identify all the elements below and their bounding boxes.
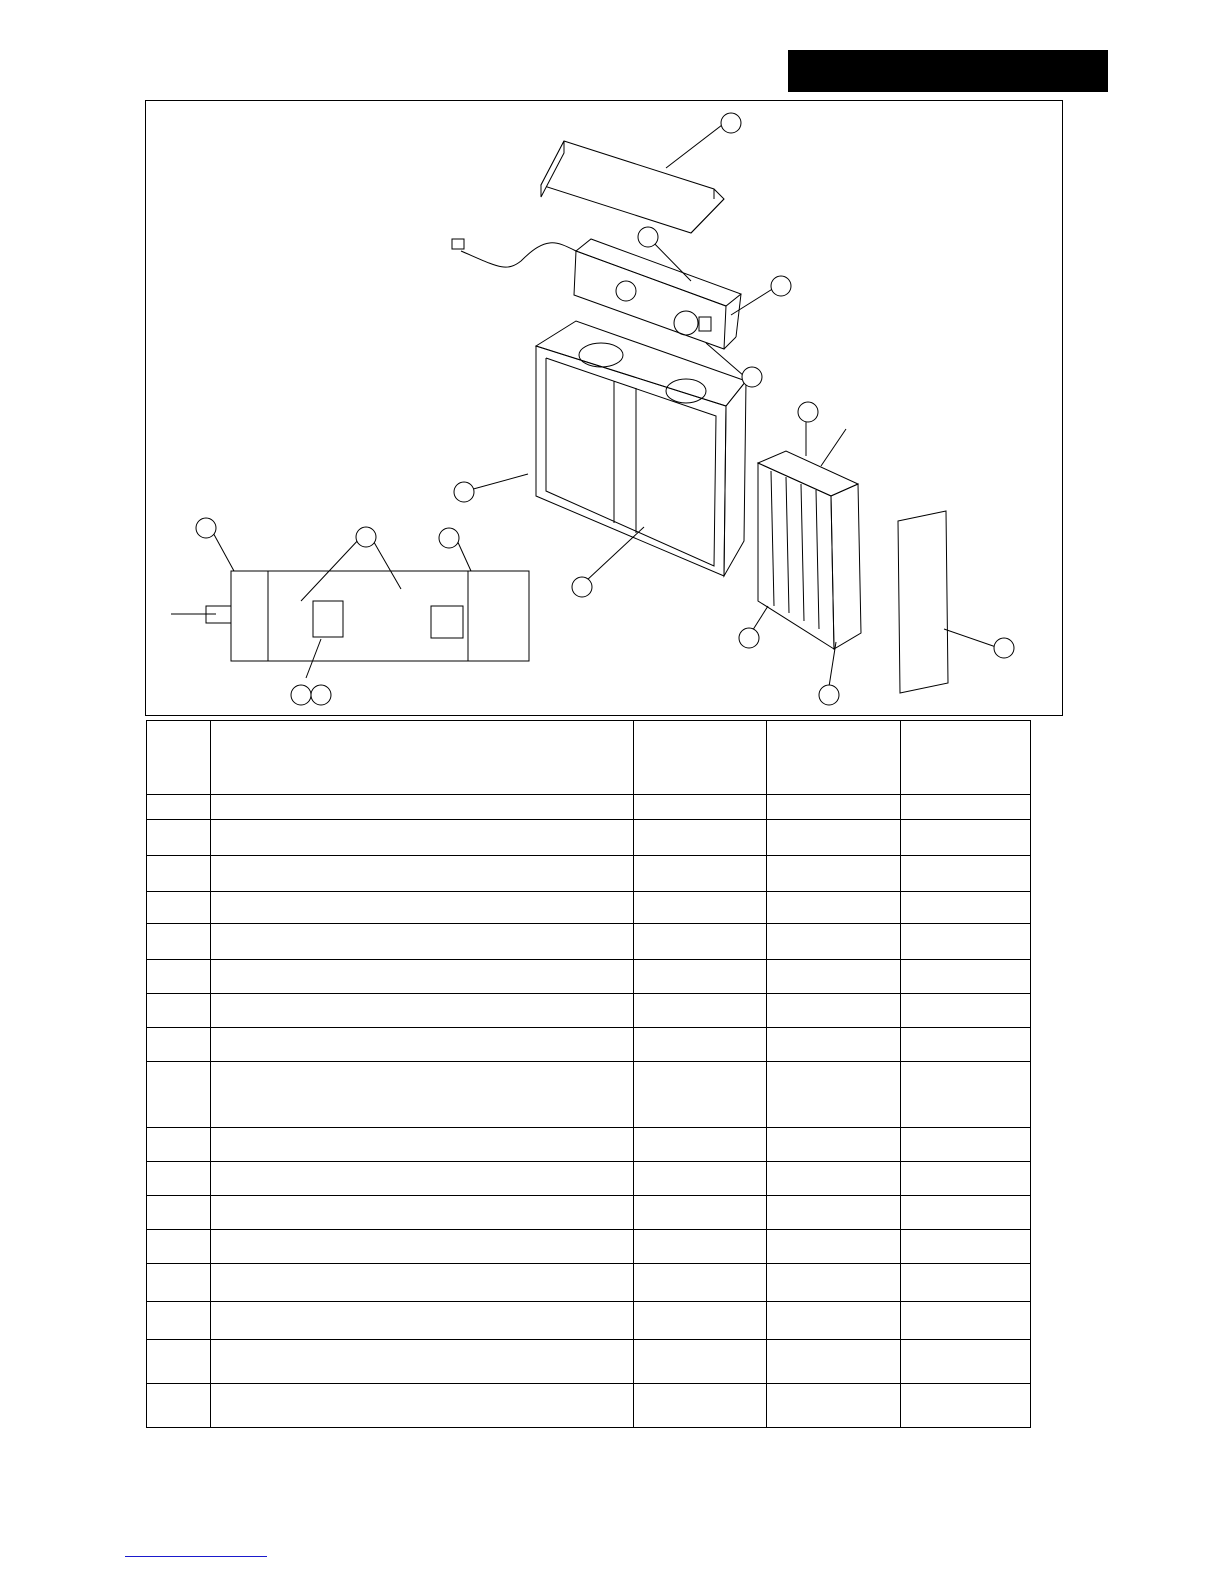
header-black-bar — [788, 50, 1108, 92]
table-cell — [211, 1162, 634, 1196]
exploded-parts-diagram — [145, 100, 1063, 716]
table-cell — [211, 892, 634, 924]
table-cell — [634, 1196, 767, 1230]
table-cell — [211, 1230, 634, 1264]
table-cell — [211, 1264, 634, 1302]
table-header-cell — [211, 721, 634, 795]
table-cell — [147, 1162, 211, 1196]
table-cell — [767, 795, 901, 820]
table-cell — [634, 892, 767, 924]
table-cell — [211, 820, 634, 856]
table-cell — [147, 1230, 211, 1264]
table-cell — [147, 1028, 211, 1062]
table-cell — [211, 1128, 634, 1162]
table-cell — [634, 924, 767, 960]
table-cell — [147, 1196, 211, 1230]
table-cell — [211, 1384, 634, 1428]
table-cell — [147, 994, 211, 1028]
table-header-cell — [147, 721, 211, 795]
table-header-cell — [901, 721, 1031, 795]
table-header-cell — [767, 721, 901, 795]
access-door-part — [898, 511, 948, 693]
table-cell — [767, 1230, 901, 1264]
table-row — [147, 1264, 1031, 1302]
table-cell — [767, 994, 901, 1028]
table-row — [147, 1028, 1031, 1062]
table-cell — [634, 1162, 767, 1196]
table-cell — [901, 1340, 1031, 1384]
table-cell — [767, 820, 901, 856]
table-row — [147, 892, 1031, 924]
table-cell — [211, 994, 634, 1028]
table-cell — [211, 1340, 634, 1384]
table-cell — [901, 1384, 1031, 1428]
table-cell — [901, 856, 1031, 892]
table-header-cell — [634, 721, 767, 795]
table-cell — [634, 1028, 767, 1062]
table-cell — [901, 1230, 1031, 1264]
table-cell — [767, 1196, 901, 1230]
table-cell — [147, 960, 211, 994]
table-cell — [147, 1062, 211, 1128]
table-row — [147, 960, 1031, 994]
table-row — [147, 820, 1031, 856]
table-cell — [634, 1230, 767, 1264]
table-cell — [901, 1264, 1031, 1302]
table-row — [147, 1230, 1031, 1264]
table-row — [147, 1196, 1031, 1230]
table-cell — [901, 1028, 1031, 1062]
table-cell — [634, 1302, 767, 1340]
table-row — [147, 1062, 1031, 1128]
table-row — [147, 1384, 1031, 1428]
table-row — [147, 924, 1031, 960]
table-cell — [901, 1196, 1031, 1230]
table-cell — [634, 1128, 767, 1162]
table-cell — [767, 856, 901, 892]
table-row — [147, 1128, 1031, 1162]
table-cell — [634, 1384, 767, 1428]
table-header-row — [147, 721, 1031, 795]
table-cell — [901, 994, 1031, 1028]
table-cell — [634, 820, 767, 856]
table-cell — [767, 924, 901, 960]
table-row — [147, 1340, 1031, 1384]
table-cell — [147, 820, 211, 856]
table-cell — [767, 1028, 901, 1062]
table-cell — [211, 960, 634, 994]
table-cell — [211, 1302, 634, 1340]
table-cell — [147, 924, 211, 960]
footer-link-underline[interactable] — [125, 1556, 267, 1557]
table-cell — [901, 892, 1031, 924]
table-cell — [901, 960, 1031, 994]
table-cell — [211, 1062, 634, 1128]
control-box-inset — [171, 571, 529, 661]
table-row — [147, 856, 1031, 892]
table-cell — [767, 1264, 901, 1302]
table-cell — [767, 1162, 901, 1196]
table-cell — [147, 1264, 211, 1302]
table-cell — [901, 1302, 1031, 1340]
table-cell — [901, 1128, 1031, 1162]
table-cell — [147, 1302, 211, 1340]
table-cell — [147, 856, 211, 892]
table-cell — [211, 1028, 634, 1062]
table-cell — [147, 1384, 211, 1428]
table-cell — [634, 994, 767, 1028]
table-row — [147, 1162, 1031, 1196]
filter-media-part — [758, 451, 861, 649]
table-cell — [211, 1196, 634, 1230]
parts-list-table — [146, 720, 1031, 1428]
table-cell — [211, 924, 634, 960]
table-cell — [634, 1340, 767, 1384]
table-cell — [147, 1128, 211, 1162]
table-row — [147, 1302, 1031, 1340]
table-cell — [634, 960, 767, 994]
table-cell — [767, 1062, 901, 1128]
table-row — [147, 994, 1031, 1028]
table-cell — [767, 960, 901, 994]
table-cell — [634, 856, 767, 892]
table-row — [147, 795, 1031, 820]
table-cell — [901, 820, 1031, 856]
table-cell — [767, 1302, 901, 1340]
table-cell — [901, 795, 1031, 820]
control-box-part — [452, 239, 741, 349]
table-cell — [634, 1062, 767, 1128]
table-cell — [147, 1340, 211, 1384]
top-cover-part — [541, 141, 724, 233]
table-cell — [767, 1128, 901, 1162]
table-cell — [767, 1384, 901, 1428]
cabinet-part — [536, 321, 746, 576]
table-cell — [767, 892, 901, 924]
table-cell — [901, 1162, 1031, 1196]
table-cell — [147, 795, 211, 820]
table-cell — [634, 795, 767, 820]
table-cell — [147, 892, 211, 924]
table-cell — [767, 1340, 901, 1384]
table-cell — [901, 924, 1031, 960]
table-cell — [211, 795, 634, 820]
table-cell — [211, 856, 634, 892]
table-cell — [634, 1264, 767, 1302]
table-cell — [901, 1062, 1031, 1128]
